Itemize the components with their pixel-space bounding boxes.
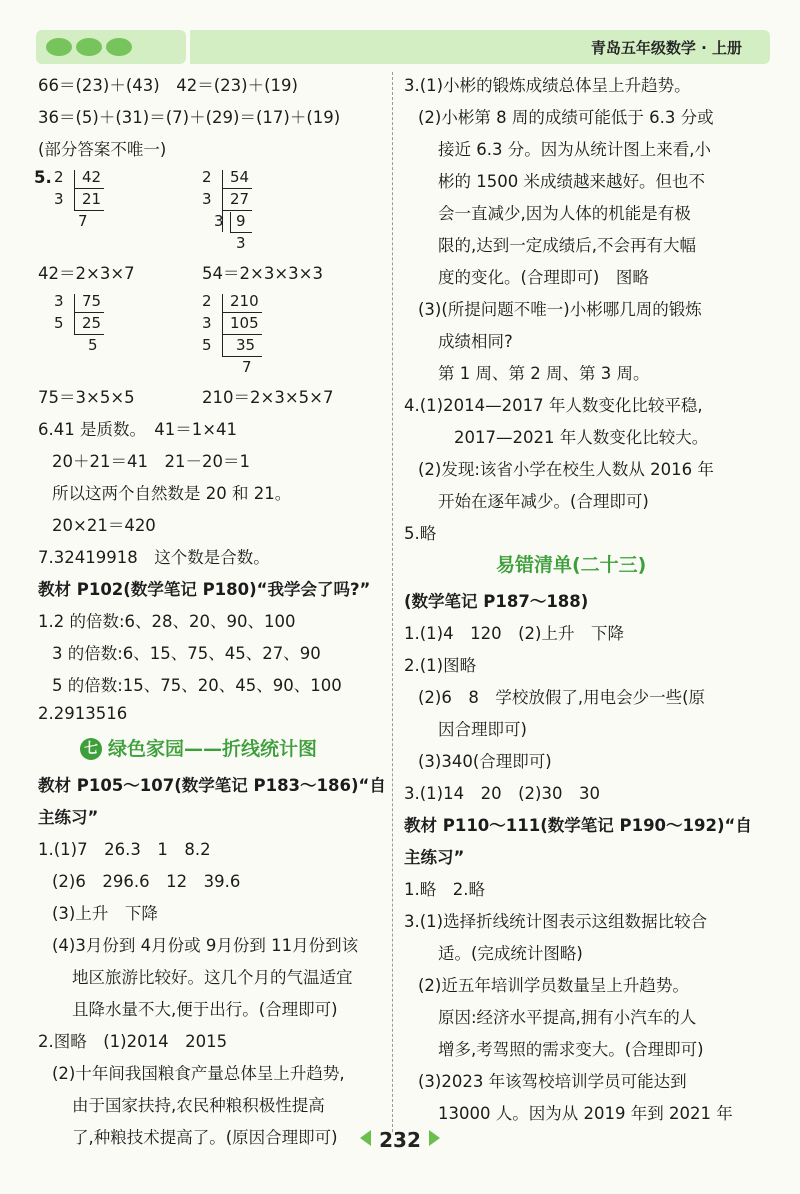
answer-line: 20×21＝420 [52,516,156,535]
answer-line: (2)小彬第 8 周的成绩可能低于 6.3 分或 [418,108,714,127]
section-heading [80,734,317,761]
answer-line: (3)上升 下降 [52,904,158,923]
chapter-badge-icon: 七 [80,738,102,760]
section-heading: 易错清单(二十三) [496,554,647,576]
green-dot-icon [106,38,132,56]
answer-line: 6.41 是质数。 41＝1×41 [38,420,238,439]
answer-line: (2)十年间我国粮食产量总体呈上升趋势, [52,1064,345,1083]
page-number-footer [0,1128,800,1152]
textbook-reference: (数学笔记 P187～188) [404,592,589,611]
answer-line: (2)近五年培训学员数量呈上升趋势。 [418,976,689,995]
textbook-reference: 教材 P105～107(数学笔记 P183～186)“自 [38,776,386,795]
answer-line: 75＝3×5×5 [38,388,135,407]
answer-line: 2.(1)图略 [404,656,477,675]
section-title: 绿色家园——折线统计图 [108,738,318,760]
question-number: 5. [34,168,52,187]
book-title: 青岛五年级数学 · 上册 [590,39,742,57]
answer-line: 1.(1)4 120 (2)上升 下降 [404,624,624,643]
answer-line: (3)2023 年该驾校培训学员可能达到 [418,1072,687,1091]
short-division-210: 2 210 3 105 5 35 7 [202,292,292,382]
answer-line: 所以这两个自然数是 20 和 21。 [52,484,292,503]
textbook-reference: 主练习” [38,808,99,827]
green-dot-icon [46,38,72,56]
answer-line: 2.图略 (1)2014 2015 [38,1032,228,1051]
answer-line: 接近 6.3 分。因为从统计图上来看,小 [438,140,711,159]
header-band [190,30,770,64]
answer-line: (2)6 296.6 12 39.6 [52,872,241,891]
answer-line: (2)6 8 学校放假了,用电会少一些(原 [418,688,706,707]
short-division-54: 2 54 3 27 3 9 3 [202,168,292,258]
answer-line: 66＝(23)＋(43) 42＝(23)＋(19) [38,76,298,95]
answer-line: 度的变化。(合理即可) 图略 [438,268,649,287]
answer-line: 成绩相同? [438,332,513,351]
answer-line: (3)(所提问题不唯一)小彬哪几周的锻炼 [418,300,702,319]
answer-line: 限的,达到一定成绩后,不会再有大幅 [438,236,696,255]
answer-line: 210＝2×3×5×7 [202,388,334,407]
answer-line: 54＝2×3×3×3 [202,264,323,283]
answer-line: 1.2 的倍数:6、28、20、90、100 [38,612,296,631]
textbook-reference: 教材 P102(数学笔记 P180)“我学会了吗?” [38,580,371,599]
answer-line: (2)发现:该省小学在校生人数从 2016 年 [418,460,714,479]
answer-line: 13000 人。因为从 2019 年到 2021 年 [438,1104,733,1123]
answer-line: 1.(1)7 26.3 1 8.2 [38,840,211,859]
answer-line: 由于国家扶持,农民种粮积极性提高 [72,1096,325,1115]
answer-line: 且降水量不大,便于出行。(合理即可) [72,1000,338,1019]
answer-line: 3.(1)选择折线统计图表示这组数据比较合 [404,912,708,931]
column-divider [392,72,393,1132]
answer-line: 1.略 2.略 [404,880,485,899]
answer-line: 第 1 周、第 2 周、第 3 周。 [438,364,650,383]
textbook-reference: 教材 P110～111(数学笔记 P190～192)“自 [404,816,752,835]
answer-line: 了,种粮技术提高了。(原因合理即可) [72,1128,338,1147]
answer-line: 7.32419918 这个数是合数。 [38,548,270,567]
answer-line: 适。(完成统计图略) [438,944,583,963]
answer-line: (4)3月份到 4月份或 9月份到 11月份到该 [52,936,359,955]
answer-line: 原因:经济水平提高,拥有小汽车的人 [438,1008,697,1027]
short-division-42: 2 42 3 21 7 [52,168,122,238]
answer-line: 3.(1)14 20 (2)30 30 [404,784,600,803]
answer-line: 2.2913516 [38,704,128,723]
answer-line: 36＝(5)＋(31)＝(7)＋(29)＝(17)＋(19) [38,108,341,127]
green-dot-icon [76,38,102,56]
page-number: 232 [379,1128,421,1152]
answer-line: 因合理即可) [438,720,527,739]
answer-line: 3.(1)小彬的锻炼成绩总体呈上升趋势。 [404,76,691,95]
answer-line: 会一直减少,因为人体的机能是有极 [438,204,691,223]
answer-line: 彬的 1500 米成绩越来越好。但也不 [438,172,705,191]
answer-line: 20＋21＝41 21－20＝1 [52,452,250,471]
triangle-left-icon [360,1130,371,1146]
answer-line: (3)340(合理即可) [418,752,552,771]
answer-line: (部分答案不唯一) [38,140,167,159]
answer-line: 5 的倍数:15、75、20、45、90、100 [52,676,342,695]
textbook-reference: 主练习” [404,848,465,867]
answer-line: 地区旅游比较好。这几个月的气温适宜 [72,968,353,987]
triangle-right-icon [429,1130,440,1146]
answer-line: 3 的倍数:6、15、75、45、27、90 [52,644,321,663]
answer-line: 2017—2021 年人数变化比较大。 [454,428,709,447]
answer-line: 开始在逐年减少。(合理即可) [438,492,649,511]
answer-line: 42＝2×3×7 [38,264,135,283]
answer-line: 5.略 [404,524,437,543]
answer-line: 增多,考驾照的需求变大。(合理即可) [438,1040,704,1059]
header-decor-band [36,30,186,64]
answer-line: 4.(1)2014—2017 年人数变化比较平稳, [404,396,703,415]
short-division-75: 3 75 5 25 5 [52,292,122,362]
